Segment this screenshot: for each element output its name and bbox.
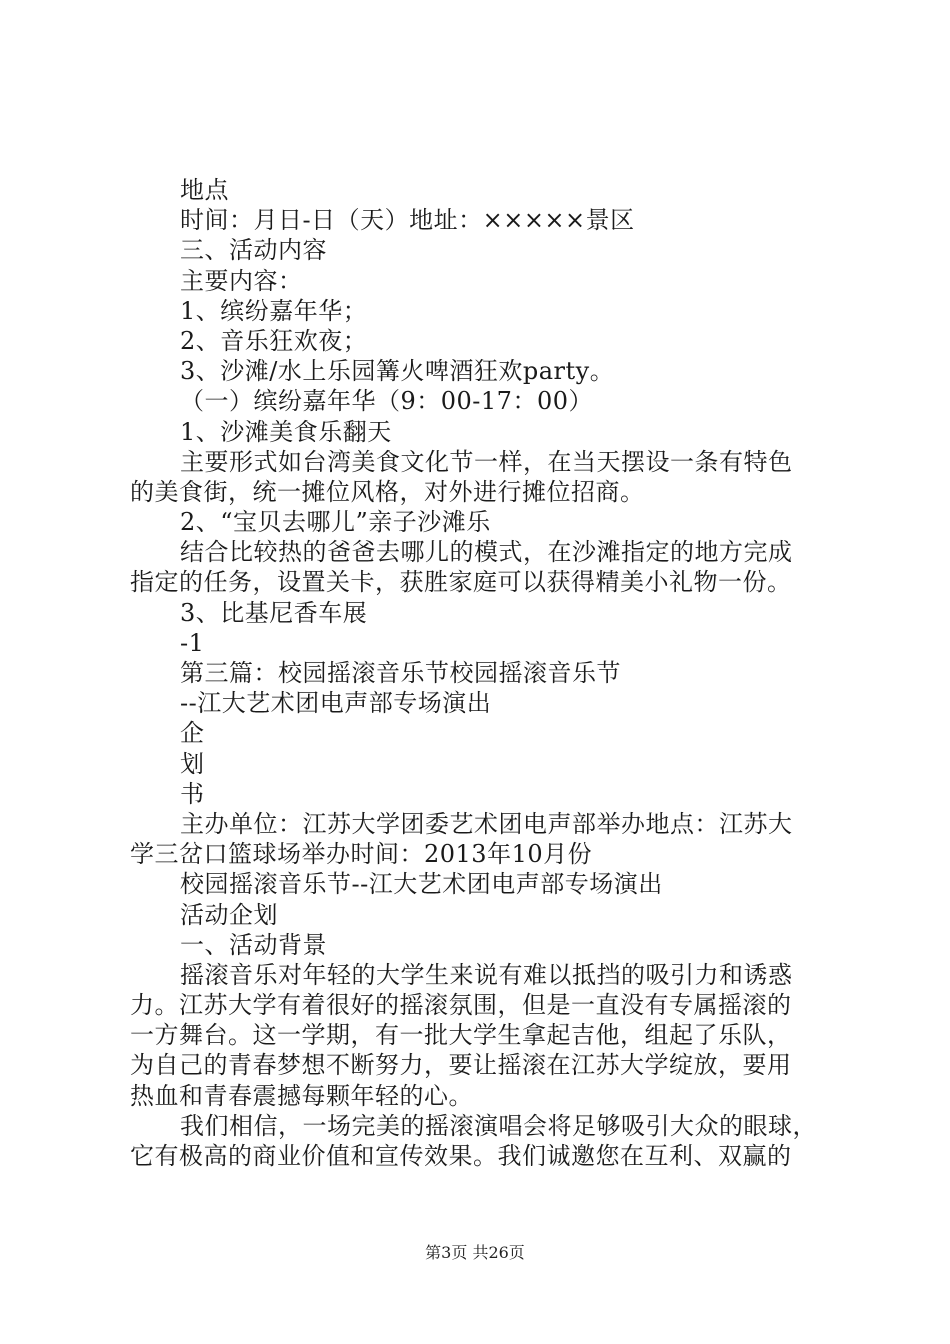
- text-line: 2、音乐狂欢夜；: [180, 326, 368, 355]
- text-line: 热血和青春震撼每颗年轻的心。: [130, 1081, 473, 1110]
- text-line: 力。江苏大学有着很好的摇滚氛围，但是一直没有专属摇滚的: [130, 991, 792, 1020]
- text-line: 指定的任务，设置关卡，获胜家庭可以获得精美小礼物一份。: [130, 568, 792, 597]
- text-line: （一）缤纷嘉年华（9：00-17：00）: [180, 387, 593, 416]
- text-line: 第三篇：校园摇滚音乐节校园摇滚音乐节: [180, 659, 621, 687]
- text-line: 3、沙滩/水上乐园篝火啤酒狂欢party。: [180, 357, 615, 386]
- text-line: 我们相信，一场完美的摇滚演唱会将足够吸引大众的眼球，: [180, 1111, 817, 1140]
- text-line: 结合比较热的爸爸去哪儿的模式，在沙滩指定的地方完成: [180, 538, 793, 567]
- text-line: 书: [180, 779, 205, 808]
- text-line: 2、“宝贝去哪儿”亲子沙滩乐: [180, 508, 491, 537]
- text-line: 1、沙滩美食乐翻天: [180, 417, 392, 446]
- text-line: -1: [180, 628, 205, 657]
- text-line: 主办单位：江苏大学团委艺术团电声部举办地点：江苏大: [180, 809, 793, 838]
- text-line: 主要内容：: [180, 266, 303, 295]
- text-line: 1、缤纷嘉年华；: [180, 296, 368, 325]
- text-line: 为自己的青春梦想不断努力，要让摇滚在江苏大学绽放，要用: [130, 1051, 792, 1080]
- text-line: 学三岔口篮球场举办时间：2013年10月份: [130, 840, 593, 869]
- text-line: 划: [180, 749, 205, 778]
- text-line: 一、活动背景: [180, 930, 327, 959]
- text-line: 摇滚音乐对年轻的大学生来说有难以抵挡的吸引力和诱惑: [180, 960, 793, 989]
- text-line: 它有极高的商业价值和宣传效果。我们诚邀您在互利、双赢的: [130, 1142, 792, 1170]
- text-line: 三、活动内容: [180, 236, 327, 265]
- text-line: 的美食街，统一摊位风格，对外进行摊位招商。: [130, 477, 645, 506]
- text-line: 主要形式如台湾美食文化节一样，在当天摆设一条有特色: [180, 447, 793, 476]
- document-body: [130, 175, 845, 1171]
- text-line: 一方舞台。这一学期，有一批大学生拿起吉他，组起了乐队，: [130, 1021, 792, 1050]
- text-line: 3、比基尼香车展: [180, 598, 368, 627]
- text-line: 校园摇滚音乐节--江大艺术团电声部专场演出: [180, 870, 663, 899]
- text-line: 企: [180, 719, 205, 748]
- text-line: 地点: [180, 176, 229, 204]
- text-line: 活动企划: [180, 900, 278, 929]
- text-line: 时间：月日-日（天）地址：×××××景区: [180, 206, 635, 235]
- page-footer: 第3页 共26页: [425, 1243, 525, 1262]
- text-line: --江大艺术团电声部专场演出: [180, 689, 492, 718]
